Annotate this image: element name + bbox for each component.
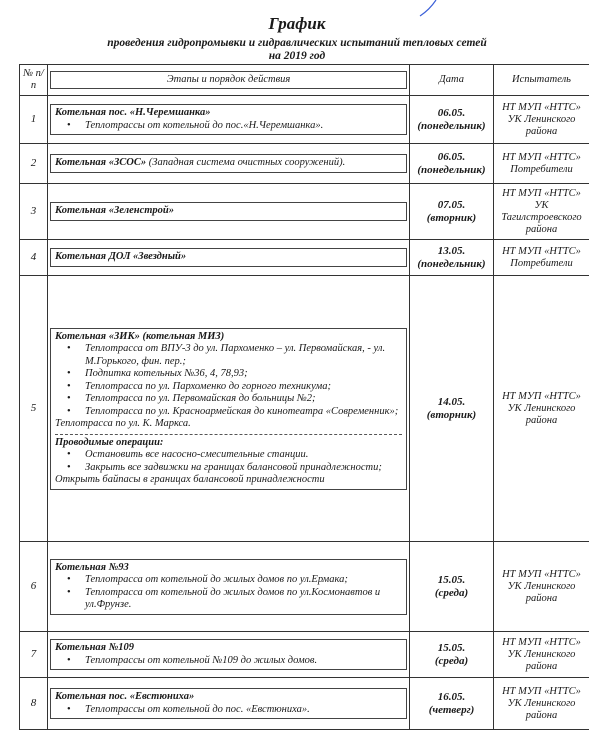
boiler-note: (Западная система очистных сооружений). — [146, 157, 346, 169]
row-stage — [48, 184, 410, 240]
row-num: 4 — [20, 240, 48, 276]
date-day: 15.05. — [437, 641, 466, 654]
tester-unit: УК Ленинского района — [507, 697, 576, 721]
date-weekday: (понедельник) — [417, 119, 486, 132]
date-day: 06.05. — [437, 150, 466, 163]
date-day: 13.05. — [437, 244, 466, 257]
document-subtitle — [0, 37, 594, 63]
tester-org: НТ МУП «НТТС» — [502, 636, 581, 648]
header-date: Дата — [410, 65, 494, 96]
tester-org: НТ МУП «НТТС» — [502, 151, 581, 163]
table-row — [20, 678, 590, 730]
extra-line: Теплотрасса по ул. К. Маркса. — [55, 418, 191, 429]
list-item: • Теплотрассы от котельной до пос. «Евстюниха». — [85, 704, 402, 717]
tester-org: НТ МУП «НТТС» — [502, 568, 581, 580]
header-tester: Испытатель — [494, 65, 590, 96]
list-item: • Теплотрасса по ул. Красноармейская до кинотеатра «Современник»; — [85, 406, 402, 419]
row-stage — [48, 276, 410, 542]
tester-org: НТ МУП «НТТС» — [502, 101, 581, 113]
list-item: • Теплотрасса от ВПУ-3 до ул. Пархоменко – ул. Первомайская, - ул. М.Горького, фин. пер.; — [85, 343, 402, 368]
tester-unit: УК Ленинского района — [507, 648, 576, 672]
row-num: 2 — [20, 144, 48, 184]
row-tester — [494, 144, 590, 184]
row-tester — [494, 276, 590, 542]
table-row — [20, 184, 590, 240]
boiler-name: Котельная «ЗИК» (котельная МИЗ) — [55, 330, 225, 342]
table-row — [20, 542, 590, 632]
tester-unit: УК Ленинского района — [507, 402, 576, 426]
date-day: 15.05. — [437, 573, 466, 586]
subtitle-line-2: на 2019 год — [268, 50, 326, 62]
table-row — [20, 240, 590, 276]
list-item: • Остановить все насосно-смесительные станции. — [85, 449, 402, 462]
tester-org: НТ МУП «НТТС» — [502, 685, 581, 697]
row-date — [410, 144, 494, 184]
row-date — [410, 240, 494, 276]
dashed-separator — [55, 434, 402, 435]
date-day: 07.05. — [437, 198, 466, 211]
row-stage — [48, 240, 410, 276]
row-stage — [48, 144, 410, 184]
list-item: • Теплотрассы от котельной до пос.«Н.Черемшанка». — [85, 120, 402, 133]
row-date — [410, 678, 494, 730]
tester-unit: УК Ленинского района — [507, 580, 576, 604]
header-num: № п/п — [20, 65, 48, 96]
row-num: 8 — [20, 678, 48, 730]
schedule-table — [19, 64, 589, 730]
list-item: • Теплотрасса от котельной до жилых домов по ул.Ермака; — [85, 574, 402, 587]
date-weekday: (среда) — [434, 586, 469, 599]
tester-unit: УК Ленинского района — [507, 113, 576, 137]
list-item: • Теплотрасса по ул. Первомайская до больницы №2; — [85, 393, 402, 406]
row-tester — [494, 632, 590, 678]
boiler-name: Котельная пос. «Евстюниха» — [55, 691, 195, 702]
row-num: 1 — [20, 96, 48, 144]
tester-unit: Потребители — [510, 163, 573, 175]
table-row — [20, 632, 590, 678]
header-stage: Этапы и порядок действия — [50, 71, 407, 90]
row-num: 3 — [20, 184, 48, 240]
row-num: 5 — [20, 276, 48, 542]
boiler-name: Котельная №93 — [55, 561, 129, 573]
date-day: 16.05. — [437, 690, 466, 703]
document-title: График — [268, 14, 326, 33]
date-weekday: (среда) — [434, 654, 469, 667]
operations-extra: Открыть байпасы в границах балансовой принадлежности — [55, 474, 325, 485]
list-item: • Подпитка котельных №36, 4, 78,93; — [85, 368, 402, 381]
row-stage — [48, 632, 410, 678]
row-date — [410, 96, 494, 144]
table-header-row — [20, 65, 590, 96]
row-tester — [494, 240, 590, 276]
date-weekday: (вторник) — [426, 408, 477, 421]
date-weekday: (понедельник) — [417, 163, 486, 176]
boiler-name: Котельная «ЗСОС» — [55, 157, 147, 169]
row-date — [410, 276, 494, 542]
date-weekday: (вторник) — [426, 211, 477, 224]
row-stage — [48, 542, 410, 632]
row-stage — [48, 678, 410, 730]
boiler-name: Котельная пос. «Н.Черемшанка» — [55, 107, 211, 118]
date-day: 06.05. — [437, 106, 466, 119]
subtitle-line-1: проведения гидропромывки и гидравлических испытаний тепловых сетей — [107, 37, 487, 49]
row-num: 6 — [20, 542, 48, 632]
table-row — [20, 144, 590, 184]
date-weekday: (четверг) — [428, 703, 475, 716]
row-date — [410, 542, 494, 632]
row-tester — [494, 542, 590, 632]
date-day: 14.05. — [437, 395, 466, 408]
list-item: • Закрыть все задвижки на границах балансовой принадлежности; — [85, 462, 402, 475]
date-weekday: (понедельник) — [417, 257, 486, 270]
row-tester — [494, 678, 590, 730]
list-item: • Теплотрасса от котельной до жилых домов по ул.Космонавтов и ул.Фрунзе. — [85, 587, 402, 612]
list-item: • Теплотрасса по ул. Пархоменко до горного техникума; — [85, 381, 402, 394]
header-stage-cell — [48, 65, 410, 96]
operations-heading: Проводимые операции: — [55, 436, 164, 448]
boiler-name: Котельная ДОЛ «Звездный» — [55, 251, 187, 263]
list-item: • Теплотрассы от котельной №109 до жилых домов. — [85, 655, 402, 668]
row-tester — [494, 96, 590, 144]
tester-unit: УК Тагилстроевского района — [501, 199, 582, 235]
schedule-sheet — [19, 64, 589, 731]
tester-org: НТ МУП «НТТС» — [502, 390, 581, 402]
row-stage — [48, 96, 410, 144]
row-tester — [494, 184, 590, 240]
row-date — [410, 632, 494, 678]
tester-org: НТ МУП «НТТС» — [502, 245, 581, 257]
tester-org: НТ МУП «НТТС» — [502, 187, 581, 199]
table-row — [20, 276, 590, 542]
table-row — [20, 96, 590, 144]
tester-unit: Потребители — [510, 257, 573, 269]
row-num: 7 — [20, 632, 48, 678]
boiler-name: Котельная «Зеленстрой» — [55, 205, 174, 217]
row-date — [410, 184, 494, 240]
boiler-name: Котельная №109 — [55, 642, 135, 653]
